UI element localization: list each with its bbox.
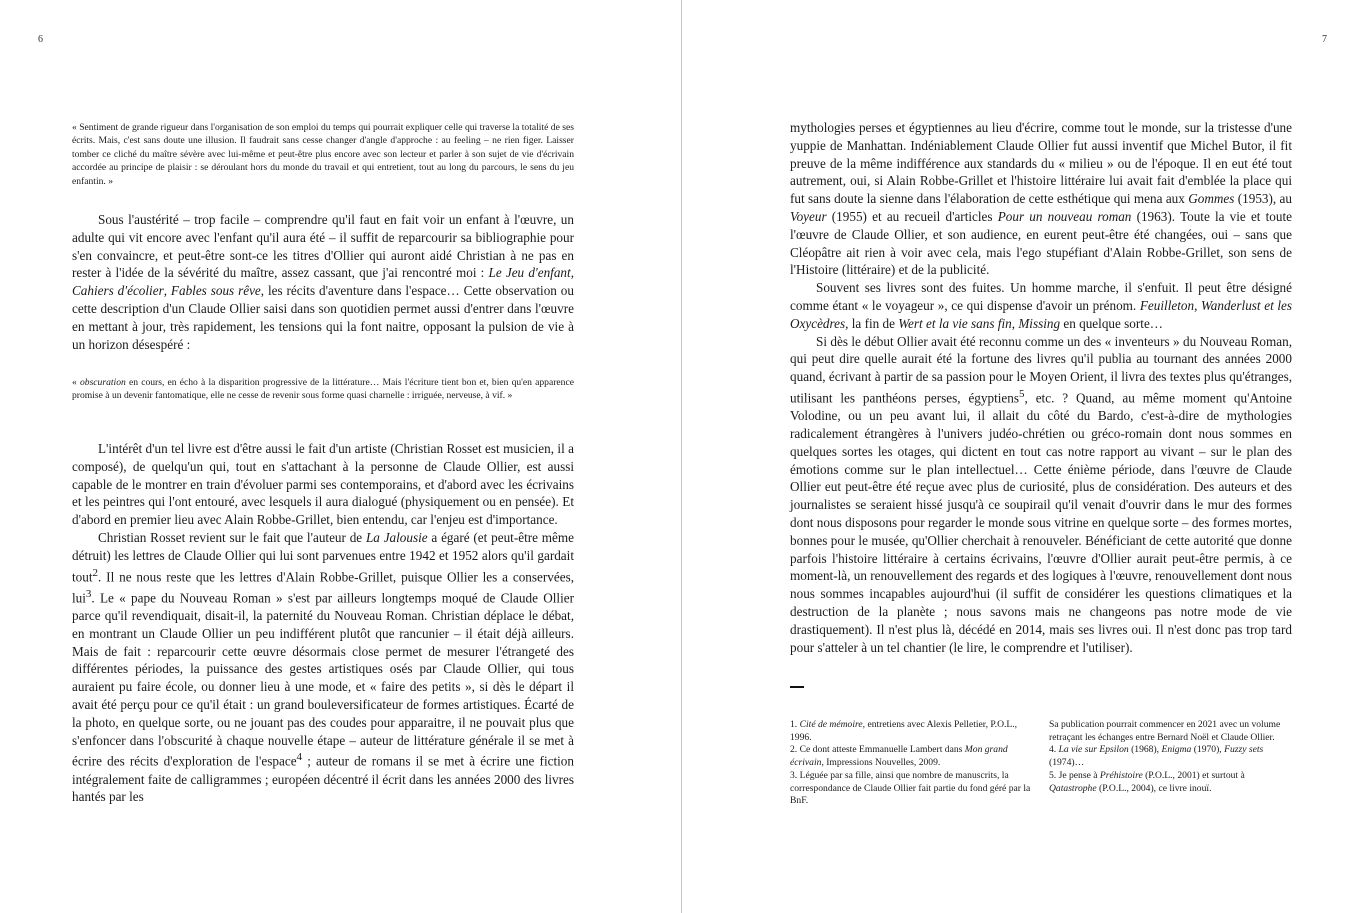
text-run: en quelque sorte… — [1060, 315, 1163, 331]
text-run: Souvent ses livres sont des fuites. Un homme marche, il s'enfuit. Il peut être désigné comme étant « le voyageur », ce qui dispense d'avoir un prénom. — [790, 280, 1292, 313]
book-title: Enigma — [1161, 744, 1192, 756]
paragraph-text: L'intérêt d'un tel livre est d'être aussi le fait d'un artiste (Christian Rosset est musicien, il a composé), de quelqu'un qui, tout en s'attachant à la personne de Claude Ollier, est aussi capable de le montrer en train d'évoluer parmi ses contemporains, et d'abord avec les écrivains et les peintres qui l'ont entouré, avec lesquels il aura dialogué (physiquement ou en pensée). Et d'abord en premier lieu avec Alain Robbe-Grillet, bien entendu, car l'enjeu est d'importance. — [72, 441, 574, 528]
book-title: Feuilleton — [1139, 297, 1195, 313]
book-title: Gommes — [1188, 191, 1235, 207]
text-run: (1968), — [1128, 744, 1162, 756]
footnote-4 — [1049, 744, 1287, 769]
text-run: , — [163, 283, 171, 299]
italic-word: obscuration — [79, 377, 126, 388]
text-run: (1953), au — [1234, 191, 1292, 207]
footnote-5 — [1049, 770, 1287, 795]
book-title: Wanderlust et les Oxycèdres — [790, 297, 1293, 331]
right-body-text — [790, 119, 1292, 656]
text-run: , — [1011, 315, 1019, 331]
left-page — [0, 0, 681, 913]
footnote-ref[interactable]: 5 — [1019, 387, 1025, 400]
right-page — [682, 0, 1363, 913]
paragraph-text — [72, 529, 574, 806]
book-title: Cahiers d'écolier — [72, 283, 164, 299]
book-title: Mon grand écrivain — [790, 744, 1008, 769]
text-run: , etc. ? Quand, au même moment qu'Antoine Volodine, ou un peu avant lui, il allait du côté du Bardo, c'est-à-dire de mythologies radicalement étrangères à l'univers judéo-chrétien ou gréco-romain dont nous sommes en quelques sortes les otages, qui dictent en tout cas notre rapport au vivant – sur le plan des émotions comme sur le plan intellectuel… Cette énième période, dans l'œuvre de Claude Ollier eut peut-être été reçue avec plus de curiosité, plus de considération. Des auteurs et des journalistes se seraient hissé jusqu'à ce soupirail qu'il venait d'ouvrir dans le mur des formes dont nous disposons pour regarder le monde sous vitrine en quelque sorte – des formes mortes, bonnes pour le musée, qu'Ollier cherchait à renouveler. Bénéficiant de cette autorité que donne parfois l'histoire littéraire à certains écrivains, l'œuvre d'Ollier aurait peut-être permis, à ce moment-là, un renouvellement des regards et des logiques à l'œuvre, renouvellement dont nous nous sommes incapables aujourd'hui (il suffit de considérer les questions climatiques et la destruction de la planète ; nous savons mais ne changeons pas notre mode de vie drastiquement). Il n'est plus là, décédé en 2014, mais ses livres oui. Il n'est donc pas trop tard pour s'atteler à un tel chantier (le lire, le comprendre et l'utiliser). — [790, 390, 1292, 655]
text-run: a égaré (et peut-être même détruit) les lettres de Claude Ollier qui lui sont parvenues entre 1942 et 1952 alors qu'il gardait tout — [72, 529, 574, 584]
paragraph-text — [790, 119, 1292, 279]
footnotes-column-2 — [1049, 719, 1287, 795]
book-title: Fuzzy sets — [1224, 744, 1264, 756]
epigraph-quote-2 — [72, 376, 574, 403]
text-run: (1963). Toute la vie et toute l'œuvre de Claude Ollier, et son audience, en eurent peut-être été changées, oui – sans que Cléopâtre ait rien à voir avec cela, mais l'ego stupéfiant d'Alain Robbe-Grillet, son sens de l'Histoire (littéraire) et de la publicité. — [790, 208, 1293, 278]
book-title: La Jalousie — [365, 529, 428, 545]
text-run: (P.O.L., 2004), ce livre inouï. — [1096, 782, 1212, 794]
text-run: . Il ne nous reste que les lettres d'Alain Robbe-Grillet, puisque Ollier les a conservées, lui — [72, 568, 574, 606]
quote-text: « Sentiment de grande rigueur dans l'organisation de son emploi du temps qui pourrait expliquer celle qui traverse la totalité de ses écrits. Mais, c'est sans doute une illusion. Il faudrait sans cesse changer d'angle d'approche : au feeling – ne rien figer. Laisser tomber ce cliché du maître sévère avec lui-même et peut-être plus encore avec son lecteur et parler à son sujet de vie d'écrivain accordée au principe de plaisir : se déroulant hors du monde du travail et qui entretient, tout au long du parcours, le sens du jeu enfantin. » — [72, 122, 574, 187]
footnote-number: 1. — [790, 719, 800, 730]
text-run: (1970), — [1191, 744, 1225, 756]
text-run: en cours, en écho à la disparition progressive de la littérature… Mais l'écriture tient bon et, bien qu'en apparence promise à un devenir fantomatique, elle ne cesse de revenir sous forme quasi charnelle : irriguée, nerveuse, à vif. » — [72, 377, 574, 402]
text-run: , — [1194, 297, 1201, 313]
quote-text — [72, 376, 574, 403]
text-run: ; auteur de romans il se met à écrire une fiction intégralement faite de calligrammes ; européen décentré il écrit dans les années 2000 des livres hantés par les — [72, 753, 574, 805]
footnote-separator — [790, 686, 804, 688]
text-run: , la fin de — [845, 315, 899, 331]
text-run: 5. Je pense à — [1049, 769, 1100, 781]
book-title: Voyeur — [790, 208, 827, 224]
page-number-right: 7 — [1322, 34, 1327, 45]
paragraph-2-3 — [72, 440, 574, 806]
book-title: Wert et la vie sans fin — [898, 315, 1012, 331]
text-run: . Le « pape du Nouveau Roman » s'est par ailleurs longtemps moqué de Claude Ollier parce qu'il revendiquait, disait-il, la paternité du Nouveau Roman. Christian déplace le débat, en montrant un Claude Ollier un peu indifférent plutôt que rancunier – il était déjà ailleurs. Mais de fait : reparcourir cette œuvre désormais close permet de mesurer l'étrangeté des différentes périodes, la puissance des gestes artistiques osés par Claude Ollier, qui tous auraient pu faire école, ou donner lieu à une mode, et « faire des petits », si dès le départ il avait été perçu pour ce qu'il était : un grand bouleversificateur de formes artistiques. Écarté de la photo, en quelque sorte, ou ne jouant pas des coudes pour apparaitre, il ne pouvait plus que s'enfoncer dans l'obscurité à chaque nouvelle étape – auteur de littérature générale il se met à écrire des récits d'exploration de l'espace — [72, 590, 574, 769]
footnote-3-continued: Sa publication pourrait commencer en 2021 avec un volume retraçant les échanges entre Bernard Noël et Claude Ollier. — [1049, 719, 1281, 743]
text-run: , les récits d'aventure dans l'espace… Cette observation ou cette description d'un Claude Ollier saisi dans son quotidien permet aussi d'entrer dans l'œuvre en mettant à jour, très rapidement, les tensions qui la font naitre, opposant la pulsion de vie à un horizon désespéré : — [72, 283, 574, 352]
text-run: , Impressions Nouvelles, 2009. — [821, 757, 941, 769]
text-run: (1955) et au recueil d'articles — [826, 208, 998, 224]
footnote-1 — [790, 719, 1036, 744]
paragraph-text — [790, 333, 1292, 657]
text-run: Sous l'austérité – trop facile – comprendre qu'il faut en fait voir un enfant à l'œuvre, un adulte qui vit encore avec l'enfant qu'il aura été – il suffit de reparcourir sa bibliographie pour s'en convaincre, et peut-être sont-ce les titres d'Ollier qui auront aidé Christian à ne pas en rester à l'idée de la sévérité du maître, assez cassant, que j'ai rencontré moi : — [72, 212, 574, 281]
footnote-ref[interactable]: 2 — [92, 566, 99, 579]
text-run: « — [72, 377, 80, 388]
book-title: Missing — [1018, 315, 1061, 331]
text-run: Christian Rosset revient sur le fait que l'auteur de — [98, 529, 366, 545]
text-run: 2. Ce dont atteste Emmanuelle Lambert dans — [790, 744, 965, 756]
text-run: mythologies perses et égyptiennes au lieu d'écrire, comme tout le monde, sur la tristesse d'une yuppie de Manhattan. Indéniablement Claude Ollier fut aussi inventif que Michel Butor, il fit preuve de la même indifférence aux standards du « milieu » ou de l'époque. Il en eut été tout autrement, oui, si Alain Robbe-Grillet et l'histoire littéraire lui avait fait d'emblée la place qui fut sans doute la sienne dans l'élaboration de cette esthétique qui mena aux — [790, 120, 1292, 207]
footnote-ref[interactable]: 3 — [85, 587, 92, 600]
book-title: Le Jeu d'enfant — [488, 265, 571, 281]
book-title: Cité de mémoire — [799, 719, 863, 730]
footnote-ref[interactable]: 4 — [296, 751, 303, 764]
paragraph-text — [790, 279, 1292, 332]
page-number-left: 6 — [38, 34, 43, 45]
footnote-3: 3. Léguée par sa fille, ainsi que nombre de manuscrits, la correspondance de Claude Ollier fait partie du fond géré par la BnF. — [790, 769, 1031, 807]
book-title: Qatastrophe — [1049, 782, 1097, 794]
paragraph-1 — [72, 211, 574, 353]
text-run: Si dès le début Ollier avait été reconnu comme un des « inventeurs » du Nouveau Roman, qui peut dire quelle aurait été la fortune des livres qu'il publia au tournant des années 2000 quand, écrivant à partir de sa passion pour le Moyen Orient, il livra des textes plus qu'étranges, utilisant les panthéons perses, égyptiens — [790, 333, 1292, 406]
paragraph-text — [72, 211, 574, 353]
book-title: Préhistoire — [1099, 769, 1143, 781]
book-title: La vie sur Epsilon — [1058, 744, 1129, 756]
epigraph-quote-1 — [72, 121, 574, 188]
text-run: , — [570, 265, 574, 281]
footnote-number: 4. — [1049, 744, 1059, 756]
book-title: Fables sous rêve — [170, 283, 261, 299]
footnotes-column-1 — [790, 719, 1036, 808]
footnote-2 — [790, 744, 1036, 769]
text-run: (P.O.L., 2001) et surtout à — [1142, 769, 1245, 781]
text-run: (1974)… — [1049, 757, 1085, 769]
text-run: , entretiens avec Alexis Pelletier, P.O.L., 1996. — [790, 719, 1018, 743]
book-title: Pour un nouveau roman — [997, 208, 1132, 224]
